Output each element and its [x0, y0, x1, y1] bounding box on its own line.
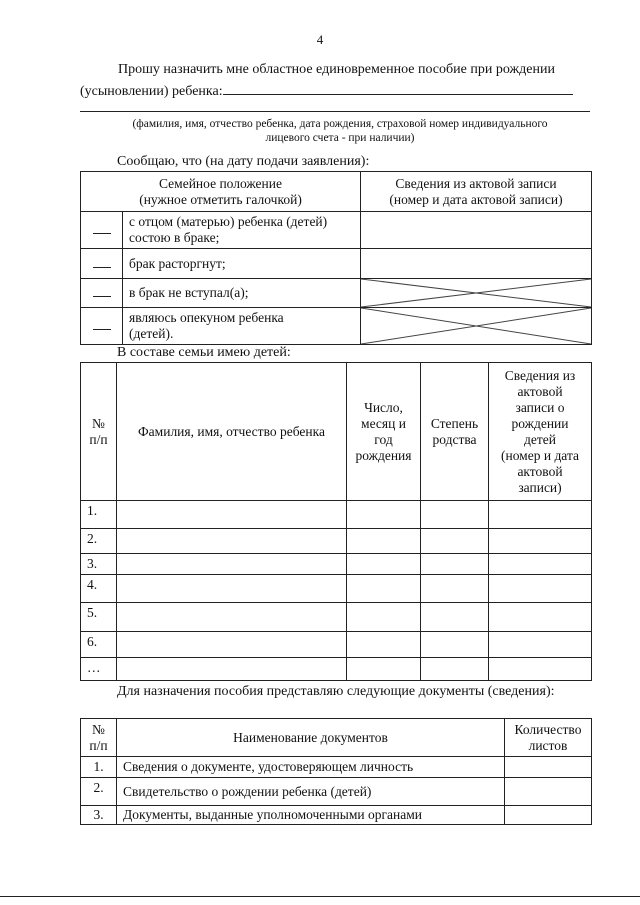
header-left-1: Семейное положение — [159, 175, 282, 191]
status-married-line-1: с отцом (матерью) ребенка (детей) — [129, 214, 328, 229]
request-line-2-text: (усыновлении) ребенка: — [80, 84, 223, 99]
child-row-num: 2. — [81, 529, 117, 554]
child-birth-cell[interactable] — [347, 501, 421, 529]
child-row-num: 3. — [81, 554, 117, 575]
child-name-cell[interactable] — [117, 603, 347, 632]
page-number: 4 — [316, 32, 324, 47]
child-row — [81, 554, 592, 575]
child-record-cell[interactable] — [489, 603, 592, 632]
col-record-header — [489, 363, 592, 501]
col-relation-header — [421, 363, 489, 501]
child-row — [81, 575, 592, 603]
col-relation-line-1: Степень — [430, 415, 479, 431]
children-table — [80, 362, 592, 681]
request-line-2 — [80, 81, 573, 100]
col-record-line-5: детей — [524, 431, 556, 447]
child-birth-cell[interactable] — [347, 575, 421, 603]
child-name-cell[interactable] — [117, 632, 347, 658]
document-row — [81, 778, 592, 806]
doc-count-line-1: Количество — [514, 721, 582, 737]
child-row — [81, 529, 592, 554]
col-record-line-2: актовой — [517, 383, 563, 399]
col-num-line-2: п/п — [89, 431, 108, 447]
status-guardian-line-2: (детей). — [129, 326, 174, 341]
header-right-2: (номер и дата актовой записи) — [389, 191, 563, 207]
child-row-num: 6. — [81, 632, 117, 658]
act-record-guardian-crossed — [361, 308, 592, 345]
doc-row-num: 3. — [81, 806, 117, 825]
doc-count-line-2: листов — [528, 737, 568, 753]
child-record-cell[interactable] — [489, 658, 592, 681]
header-right-1: Сведения из актовой записи — [395, 175, 557, 191]
checkbox-guardian[interactable] — [81, 308, 123, 345]
child-row-num: 5. — [81, 603, 117, 632]
cross-mark — [361, 308, 591, 344]
child-relation-cell[interactable] — [421, 554, 489, 575]
doc-row-name: Свидетельство о рождении ребенка (детей) — [117, 778, 505, 806]
status-row-married — [81, 212, 592, 249]
child-row — [81, 632, 592, 658]
status-row-divorced — [81, 249, 592, 279]
doc-count-header — [505, 719, 592, 757]
child-relation-cell[interactable] — [421, 575, 489, 603]
child-relation-cell[interactable] — [421, 632, 489, 658]
child-record-cell[interactable] — [489, 529, 592, 554]
page-bottom-edge — [0, 896, 640, 897]
child-row-num: … — [81, 658, 117, 681]
document-row — [81, 757, 592, 778]
family-status-intro: Сообщаю, что (на дату подачи заявления): — [117, 154, 370, 169]
child-record-cell[interactable] — [489, 632, 592, 658]
act-record-divorced[interactable] — [361, 249, 592, 279]
col-birth-line-1: Число, — [364, 399, 403, 415]
col-birth-line-2: месяц и — [361, 415, 406, 431]
status-not-married-text: в брак не вступал(а); — [123, 279, 361, 308]
col-num-header — [81, 363, 117, 501]
child-name-cell[interactable] — [117, 554, 347, 575]
col-record-line-6: (номер и дата — [500, 447, 580, 463]
child-row — [81, 603, 592, 632]
status-guardian-text — [123, 308, 361, 345]
doc-num-header — [81, 719, 117, 757]
child-row-num: 1. — [81, 501, 117, 529]
family-status-header — [81, 172, 361, 212]
col-record-line-7: актовой — [517, 463, 563, 479]
act-record-header — [361, 172, 592, 212]
col-name-header: Фамилия, имя, отчество ребенка — [117, 363, 347, 501]
col-record-line-1: Сведения из — [504, 367, 576, 383]
hint-line-1: (фамилия, имя, отчество ребенка, дата рождения, страховой номер индивидуального — [132, 118, 548, 130]
doc-count-cell[interactable] — [505, 778, 592, 806]
status-row-not-married — [81, 279, 592, 308]
child-record-cell[interactable] — [489, 575, 592, 603]
cross-mark — [361, 279, 591, 307]
col-record-line-3: записи о — [515, 399, 565, 415]
child-row — [81, 658, 592, 681]
request-line-1: Прошу назначить мне областное единовременное пособие при рождении — [118, 62, 555, 77]
documents-intro: Для назначения пособия представляю следующие документы (сведения): — [117, 684, 555, 699]
documents-table — [80, 718, 592, 825]
doc-row-name: Сведения о документе, удостоверяющем личность — [117, 757, 505, 778]
child-name-cell[interactable] — [117, 575, 347, 603]
col-relation-line-2: родства — [432, 431, 477, 447]
document-row — [81, 806, 592, 825]
doc-num-line-2: п/п — [89, 737, 108, 753]
child-relation-cell[interactable] — [421, 658, 489, 681]
child-row — [81, 501, 592, 529]
child-row-num: 4. — [81, 575, 117, 603]
child-birth-cell[interactable] — [347, 554, 421, 575]
checkbox-married[interactable] — [81, 212, 123, 249]
col-num-line-1: № — [92, 415, 105, 431]
doc-count-cell[interactable] — [505, 757, 592, 778]
col-birth-line-4: рождения — [355, 447, 412, 463]
act-record-married[interactable] — [361, 212, 592, 249]
checkbox-not-married[interactable] — [81, 279, 123, 308]
doc-count-cell[interactable] — [505, 806, 592, 825]
child-birth-cell[interactable] — [347, 658, 421, 681]
status-married-text — [123, 212, 361, 249]
child-relation-cell[interactable] — [421, 501, 489, 529]
act-record-not-married-crossed — [361, 279, 592, 308]
col-record-line-4: рождении — [511, 415, 569, 431]
doc-row-num: 1. — [81, 757, 117, 778]
child-relation-cell[interactable] — [421, 603, 489, 632]
child-birth-cell[interactable] — [347, 603, 421, 632]
child-name-cell[interactable] — [117, 658, 347, 681]
doc-row-num: 2. — [81, 778, 117, 806]
status-married-line-2: состою в браке; — [129, 230, 220, 245]
doc-name-header: Наименование документов — [117, 719, 505, 757]
child-info-field[interactable] — [223, 81, 573, 95]
status-divorced-text: брак расторгнут; — [123, 249, 361, 279]
child-name-cell[interactable] — [117, 501, 347, 529]
hint-line-2: лицевого счета - при наличии) — [265, 132, 415, 144]
child-birth-cell[interactable] — [347, 529, 421, 554]
doc-num-line-1: № — [92, 721, 105, 737]
status-row-guardian — [81, 308, 592, 345]
child-birth-cell[interactable] — [347, 632, 421, 658]
status-guardian-line-1: являюсь опекуном ребенка — [129, 310, 284, 325]
child-info-hint — [60, 117, 620, 145]
col-record-line-8: записи) — [518, 479, 562, 495]
doc-row-name: Документы, выданные уполномоченными органами — [117, 806, 505, 825]
child-info-line[interactable] — [80, 111, 590, 112]
child-record-cell[interactable] — [489, 554, 592, 575]
header-left-2: (нужное отметить галочкой) — [139, 191, 302, 207]
children-intro: В составе семьи имею детей: — [117, 345, 291, 360]
checkbox-divorced[interactable] — [81, 249, 123, 279]
child-relation-cell[interactable] — [421, 529, 489, 554]
child-record-cell[interactable] — [489, 501, 592, 529]
child-name-cell[interactable] — [117, 529, 347, 554]
family-status-table — [80, 171, 592, 345]
col-birth-line-3: год — [374, 431, 393, 447]
col-birth-header — [347, 363, 421, 501]
